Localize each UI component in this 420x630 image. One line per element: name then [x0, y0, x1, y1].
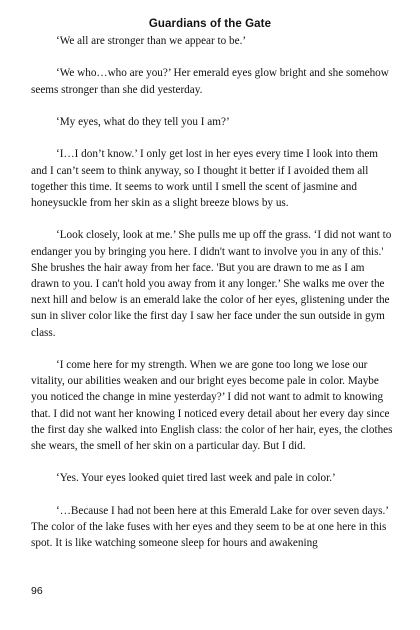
- body-text: [31, 33, 395, 551]
- paragraph: ‘I…I don’t know.’ I only get lost in her eyes every time I look into them and I can’t seem to think anyway, so I thought it better if I avoided them all together this time. It seems to work until I smell the scent of jasmine and honeysuckle from her skin as a slight breeze blows by us.: [31, 148, 378, 209]
- paragraph: ‘Yes. Your eyes looked quiet tired last week and pale in color.’: [56, 472, 336, 485]
- paragraph: ‘We all are stronger than we appear to be.’: [56, 35, 247, 47]
- page-number: 96: [31, 585, 43, 597]
- paragraph: ‘Look closely, look at me.’ She pulls me up off the grass. ‘I did not want to endanger you by bringing you here. I didn't want to involve you in any of this.' She brushes the hair away from her face. 'But you are drawn to me as I am drawn to you. I can't hold you away from it any longer.’ She walks me over the next hill and below is an emerald lake the color of her eyes, glistening under the sun in sliver color like the first day I saw her face under the sun outside in gym class.: [31, 229, 392, 339]
- paragraph: ‘My eyes, what do they tell you I am?’: [56, 115, 230, 128]
- running-head-title: Guardians of the Gate: [148, 18, 272, 30]
- paragraph: ‘We who…who are you?’ Her emerald eyes glow bright and she somehow seems stronger than she did yesterday.: [31, 67, 389, 96]
- paragraph: ‘I come here for my strength. When we are gone too long we lose our vitality, our abilities weaken and our bright eyes become pale in color. Maybe you noticed the change in mine yesterday?’ I did not want to admit to knowing that. I did not want her knowing I noticed every detail about her every day since the first day she walked into English class: the color of her hair, eyes, the clothes she wears, the smell of her skin on a particular day. But I did.: [31, 358, 393, 452]
- paragraph: ‘…Because I had not been here at this Emerald Lake for over seven days.’ The color of the lake fuses with her eyes and they seem to be at one here in this spot. It is like watching someone sleep for hours and awakening: [31, 504, 389, 550]
